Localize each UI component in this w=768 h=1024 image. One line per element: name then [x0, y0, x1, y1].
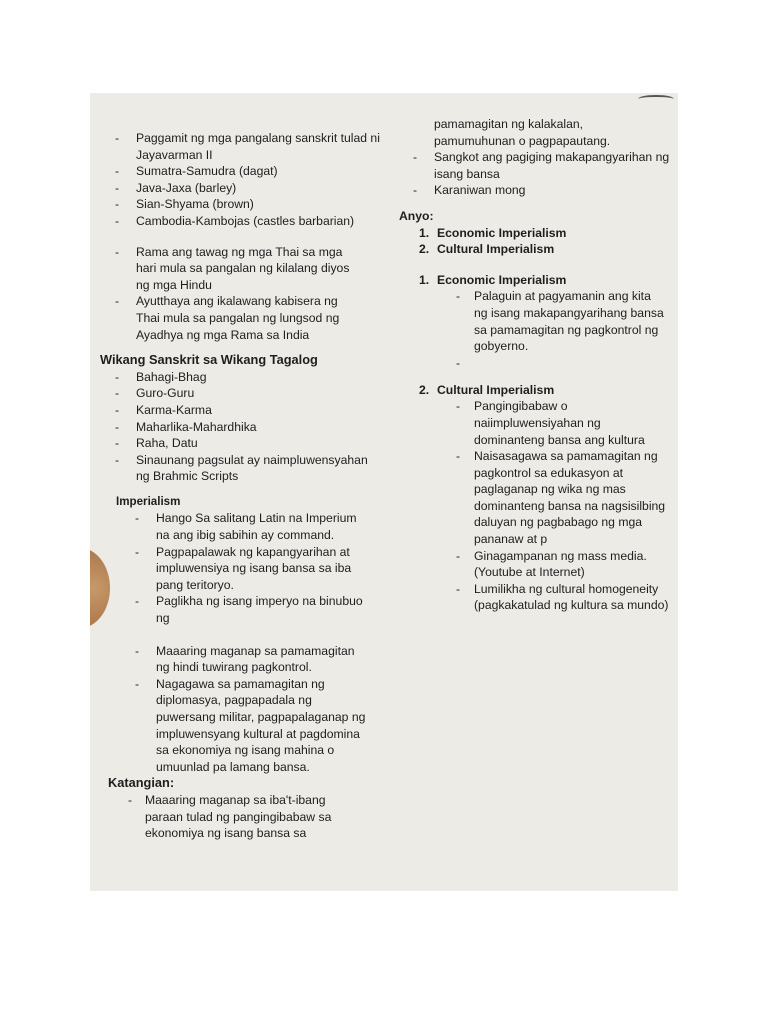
bullet-dash: - [456, 449, 461, 464]
list-item [115, 369, 368, 386]
list-item-text: Maaaring maganap sa iba't-ibang paraan tulad ng pangingibabaw sa ekonomiya ng isang bansa sa [145, 792, 332, 841]
bullet-dash: - [115, 131, 120, 145]
bullet-dash: - [456, 581, 461, 596]
anyo-heading: Anyo: [399, 208, 434, 223]
bullet-dash: - [456, 355, 461, 370]
list-item [115, 130, 390, 163]
list-item [115, 385, 368, 402]
list-item-text: Sinaunang pagsulat ay naimpluwensyahan ng Brahmic Scripts [136, 452, 368, 484]
right-column [399, 116, 674, 614]
list-item-text: Pagpapalawak ng kapangyarihan at impluwensiya ng isang bansa sa iba pang teritoryo. [156, 544, 352, 592]
list-item [115, 435, 368, 452]
sanskrit-names-list [100, 130, 390, 230]
list-item-text: Karaniwan mong [434, 183, 526, 198]
wikang-heading: Wikang Sanskrit sa Wikang Tagalog [100, 352, 318, 368]
bullet-dash: - [115, 386, 120, 401]
bullet-dash: - [413, 183, 418, 198]
bullet-dash: - [128, 792, 133, 807]
imperialism-list [100, 510, 368, 775]
continuation-text: pamamagitan ng kalakalan, pamumuhunan o pagpapautang. [434, 117, 611, 148]
list-item [115, 163, 390, 180]
cult-heading-text: Cultural Imperialism [437, 382, 555, 397]
bullet-dash: - [115, 164, 120, 179]
list-item-text: Maaaring maganap sa pamamagitan ng hindi tuwirang pagkontrol. [156, 643, 355, 675]
list-item [135, 593, 368, 626]
katangian-list [100, 792, 345, 842]
list-item-text: Palaguin at pagyamanin ang kita ng isang makapangyarihang bansa sa pamamagitan ng pagkontrol ng gobyerno. [474, 289, 664, 354]
econ-heading-num: 1. [419, 272, 430, 287]
notes-page [90, 93, 678, 891]
list-item-text: Cambodia-Kambojas (castles barbarian) [136, 213, 355, 228]
list-item [456, 398, 674, 448]
list-item [456, 581, 674, 614]
numbered-item [419, 241, 674, 258]
list-item-text: Hango Sa salitang Latin na Imperium na ang ibig sabihin ay command. [156, 511, 357, 543]
list-item-text: Maharlika-Mahardhika [136, 419, 257, 434]
katangian-heading: Katangian: [108, 775, 175, 791]
bullet-dash: - [456, 548, 461, 563]
list-item-text: Nagagawa sa pamamagitan ng diplomasya, pagpapadala ng puwersang militar, pagpapalaganap ng impluwensyang kultural at pagdomina sa ekonomiya ng isang mahina o umuunlad pa lamang bansa. [156, 676, 366, 774]
list-item-text: Ayutthaya ang ikalawang kabisera ng Thai mula sa pangalan ng lungsod ng Ayadhya ng mga Rama sa India [136, 294, 340, 342]
list-item [135, 544, 368, 594]
item-number: 2. [419, 242, 430, 257]
cult-heading-num: 2. [419, 382, 430, 397]
wikang-list [100, 369, 368, 485]
bullet-dash: - [115, 244, 120, 259]
list-item [115, 402, 368, 419]
cult-list [399, 398, 674, 614]
list-item [115, 213, 390, 230]
econ-list [399, 288, 664, 370]
rama-list [100, 244, 364, 344]
bullet-dash: - [115, 213, 120, 228]
list-item [115, 196, 390, 213]
bullet-dash: - [456, 289, 461, 304]
list-item-text: Java-Jaxa (barley) [136, 180, 237, 195]
list-item-text: Ginagampanan ng mass media. (Youtube at Internet) [474, 548, 647, 580]
list-item [413, 182, 674, 199]
list-item [413, 149, 674, 182]
list-item-text: Raha, Datu [136, 436, 198, 451]
list-item-text: Pangingibabaw o naiimpluwensiyahan ng dominanteng bansa ang kultura [474, 399, 645, 447]
list-item-text: Sian-Shyama (brown) [136, 197, 254, 212]
bullet-dash: - [135, 594, 140, 609]
list-item [135, 510, 368, 543]
list-item-text: Naisasagawa sa pamamagitan ng pagkontrol sa edukasyon at paglaganap ng wika ng mas dominanteng bansa na nagsisilbing daluyan ng pagbabago ng mga pananaw at p [474, 449, 666, 547]
right-top-list [399, 149, 674, 199]
list-item [115, 293, 364, 343]
list-item [115, 452, 368, 485]
list-item-text: Guro-Guru [136, 386, 195, 401]
left-column [100, 130, 390, 842]
item-number: 1. [419, 225, 430, 240]
list-item [456, 448, 674, 548]
imperialism-heading: Imperialism [116, 494, 181, 508]
list-item-text: Rama ang tawag ng mga Thai sa mga hari mula sa pangalan ng kilalang diyos ng mga Hindu [136, 244, 350, 292]
numbered-item-text: Economic Imperialism [437, 225, 567, 240]
bullet-dash: - [115, 436, 120, 451]
list-item-text: Karma-Karma [136, 402, 212, 417]
list-item-text: Sangkot ang pagiging makapangyarihan ng isang bansa [434, 150, 670, 181]
list-item [115, 180, 390, 197]
bullet-dash: - [135, 676, 140, 691]
list-item-text: Lumilikha ng cultural homogeneity (pagkakatulad ng kultura sa mundo) [474, 581, 669, 613]
bullet-dash: - [115, 452, 120, 467]
bullet-dash: - [115, 197, 120, 212]
numbered-item-text: Cultural Imperialism [437, 242, 555, 257]
econ-heading-text: Economic Imperialism [437, 272, 567, 287]
bullet-dash: - [115, 180, 120, 195]
anyo-list [399, 225, 674, 258]
list-item [456, 548, 674, 581]
pen-mark [638, 95, 674, 103]
bullet-dash: - [135, 511, 140, 526]
list-item [115, 419, 368, 436]
bullet-dash: - [115, 294, 120, 309]
econ-heading [399, 272, 674, 289]
cult-heading [399, 382, 674, 399]
list-item [135, 643, 368, 676]
bullet-dash: - [115, 369, 120, 384]
bullet-dash: - [135, 643, 140, 658]
list-item-text: Paglikha ng isang imperyo na binubuo ng [156, 594, 363, 626]
list-item [128, 792, 345, 842]
bullet-dash: - [456, 399, 461, 414]
list-item [456, 288, 664, 354]
list-item-text: Paggamit ng mga pangalang sanskrit tulad ni Jayavarman II [136, 131, 380, 162]
bullet-dash: - [135, 544, 140, 559]
list-item-text: Bahagi-Bhag [136, 369, 207, 384]
bullet-dash: - [115, 402, 120, 417]
list-item [115, 244, 364, 294]
bullet-dash: - [115, 419, 120, 434]
bullet-dash: - [413, 150, 418, 165]
numbered-item [419, 225, 674, 242]
list-item [135, 676, 368, 776]
list-item-text: Sumatra-Samudra (dagat) [136, 164, 278, 179]
